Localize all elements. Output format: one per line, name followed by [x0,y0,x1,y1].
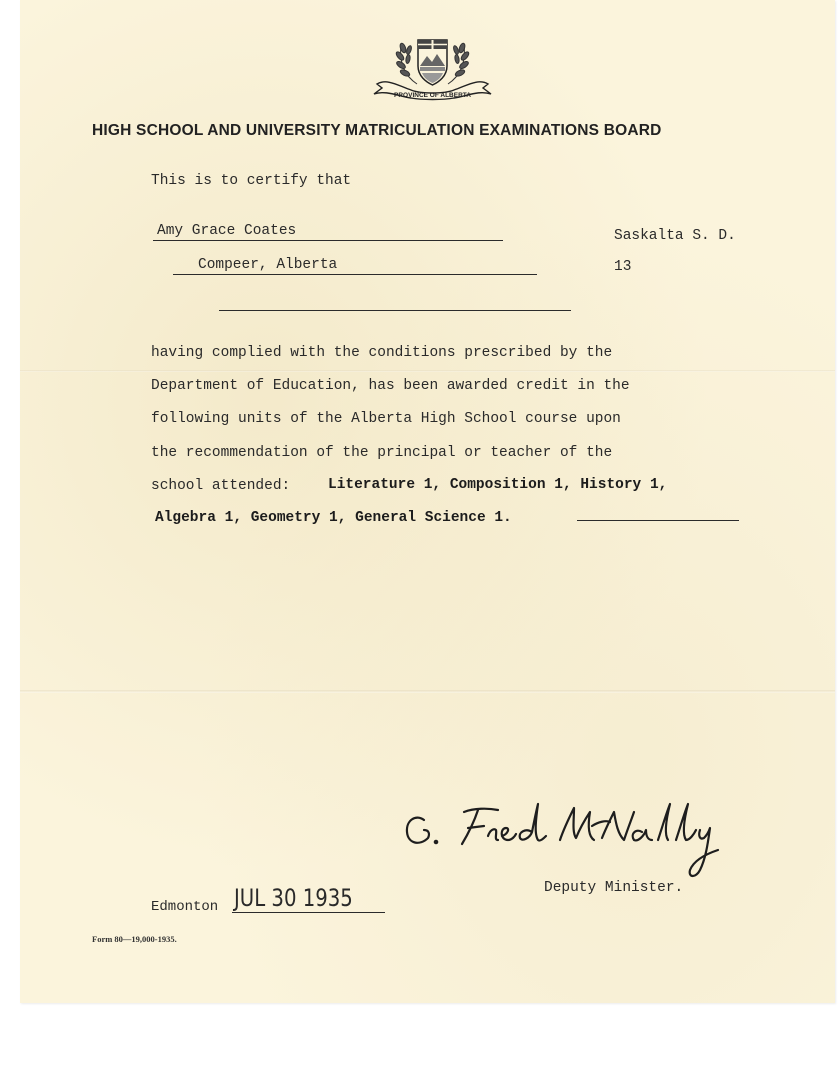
body-line-4: the recommendation of the principal or teacher of the [151,445,613,461]
certificate-page [20,0,835,1003]
body-line-2: Department of Education, has been awarded credit in the [151,378,630,394]
name-underline [153,240,503,241]
certify-intro: This is to certify that [151,173,352,189]
board-title: HIGH SCHOOL AND UNIVERSITY MATRICULATION EXAMINATIONS BOARD [92,122,662,139]
district-number: 13 [614,259,632,275]
school-district: Saskalta S. D. [614,228,736,244]
handwritten-signature [402,798,732,888]
paper-fold-lower [20,690,835,693]
date-stamp: JUL 30 1935 [234,884,353,912]
date-underline [232,912,385,913]
crest-motto: PROVINCE OF ALBERTA [394,92,471,99]
place-label: Edmonton [151,899,219,915]
recipient-address: Compeer, Alberta [198,257,338,273]
form-number: Form 80—19,000-1935. [92,934,177,944]
credits-line-2: Algebra 1, Geometry 1, General Science 1. [155,510,512,526]
body-line-5: school attended: [151,478,291,494]
credits-end-line [577,520,739,521]
credits-line-1: Literature 1, Composition 1, History 1, [328,477,668,493]
signatory-title: Deputy Minister. [544,880,684,896]
body-line-3: following units of the Alberta High School course upon [151,411,621,427]
paper-fold-upper [20,370,835,372]
address-underline [173,274,537,275]
recipient-name: Amy Grace Coates [157,223,297,239]
alberta-crest-icon [355,36,510,102]
body-line-1: having complied with the conditions prescribed by the [151,345,613,361]
blank-underline [219,310,571,311]
